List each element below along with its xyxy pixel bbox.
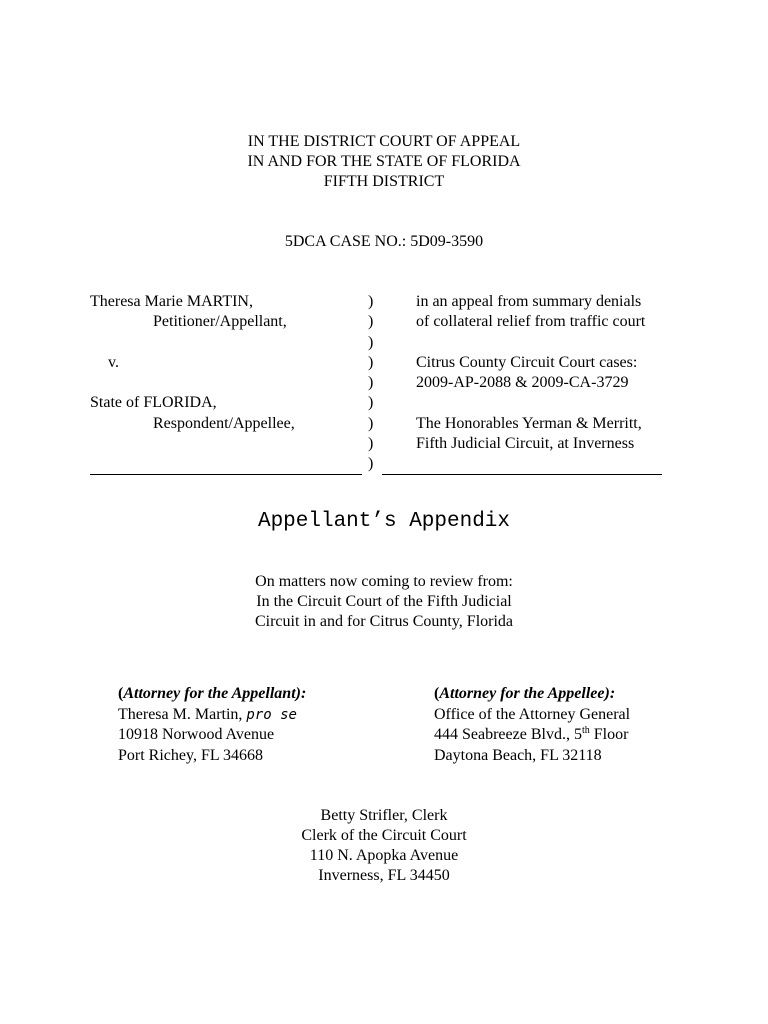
caption-paren: ) (368, 293, 374, 310)
caption-rule-left (90, 454, 362, 474)
court-header-line: IN THE DISTRICT COURT OF APPEAL (247, 133, 521, 150)
lower-court-line: in an appeal from summary denials (416, 293, 642, 310)
lower-court-line: of collateral relief from traffic court (416, 313, 646, 331)
address-text: 444 Seabreeze Blvd., 5 (434, 726, 582, 743)
caption-paren: ) (368, 414, 374, 432)
lower-court-line: 2009-AP-2088 & 2009-CA-3729 (416, 374, 629, 392)
heading-paren: ): (295, 685, 307, 702)
clerk-title: Clerk of the Circuit Court (301, 827, 467, 844)
caption-paren: ) (368, 435, 374, 453)
document-title: Appellant’s Appendix (257, 510, 511, 533)
appellant-attorney-name (118, 705, 306, 726)
court-header-line: IN AND FOR THE STATE OF FLORIDA (247, 153, 521, 170)
appellee-attorney-block (434, 684, 630, 766)
versus-label: v. (108, 353, 119, 371)
clerk-address: 110 N. Apopka Avenue (309, 847, 459, 864)
appellee-name: State of FLORIDA, (90, 394, 217, 412)
caption-paren: ) (368, 455, 374, 473)
address-suffix: Floor (589, 726, 629, 743)
appellant-attorney-block (118, 684, 306, 766)
caption-paren: ) (368, 374, 374, 392)
review-line: In the Circuit Court of the Fifth Judicial (256, 593, 512, 610)
appellant-attorney-address: 10918 Norwood Avenue (118, 726, 275, 743)
heading-paren: ( (434, 685, 440, 702)
address-ordinal: th (581, 725, 590, 736)
caption-spacer (90, 434, 362, 454)
caption-parentheses (368, 292, 373, 475)
heading-paren: ( (118, 685, 124, 702)
clerk-name: Betty Strifler, Clerk (320, 807, 448, 824)
appellant-attorney-city: Port Richey, FL 34668 (118, 746, 264, 764)
caption-spacer (90, 333, 362, 353)
appellee-attorney-office: Office of the Attorney General (434, 705, 631, 723)
caption-paren: ) (368, 333, 374, 351)
lower-court-line: Fifth Judicial Circuit, at Inverness (416, 435, 635, 453)
review-line: Circuit in and for Citrus County, Florida (254, 613, 514, 630)
clerk-city: Inverness, FL 34450 (318, 867, 450, 884)
heading-text: Attorney for the Appellee (439, 685, 605, 702)
review-line: On matters now coming to review from: (255, 573, 513, 590)
caption-spacer (416, 333, 662, 353)
appellee-attorney-address (434, 725, 630, 746)
lower-court-line: Citrus County Circuit Court cases: (416, 353, 638, 371)
court-header-line: FIFTH DISTRICT (323, 173, 445, 190)
appellant-attorney-heading (118, 684, 306, 705)
caption-rule-right (382, 454, 662, 474)
review-statement (0, 572, 768, 632)
pro-se-label: pro se (246, 706, 297, 723)
attorney-name: Theresa M. Martin, (118, 705, 243, 723)
caption-paren: ) (368, 353, 374, 371)
caption-parties (90, 292, 362, 475)
heading-paren: ): (604, 685, 616, 702)
court-header (0, 132, 768, 192)
caption-spacer (90, 373, 362, 393)
caption-spacer (416, 393, 662, 413)
caption-paren: ) (368, 313, 374, 331)
lower-court-line: The Honorables Yerman & Merritt, (416, 414, 642, 432)
appellee-role: Respondent/Appellee, (153, 414, 295, 432)
appellee-attorney-heading (434, 684, 630, 705)
appellant-role: Petitioner/Appellant, (153, 313, 287, 331)
appellant-name: Theresa Marie MARTIN, (90, 293, 253, 310)
caption-paren: ) (368, 394, 374, 412)
appellee-attorney-city: Daytona Beach, FL 32118 (434, 746, 602, 764)
clerk-block (0, 806, 768, 886)
case-number: 5DCA CASE NO.: 5D09-3590 (284, 233, 484, 250)
heading-text: Attorney for the Appellant (123, 685, 296, 702)
caption-lower-court (416, 292, 662, 475)
